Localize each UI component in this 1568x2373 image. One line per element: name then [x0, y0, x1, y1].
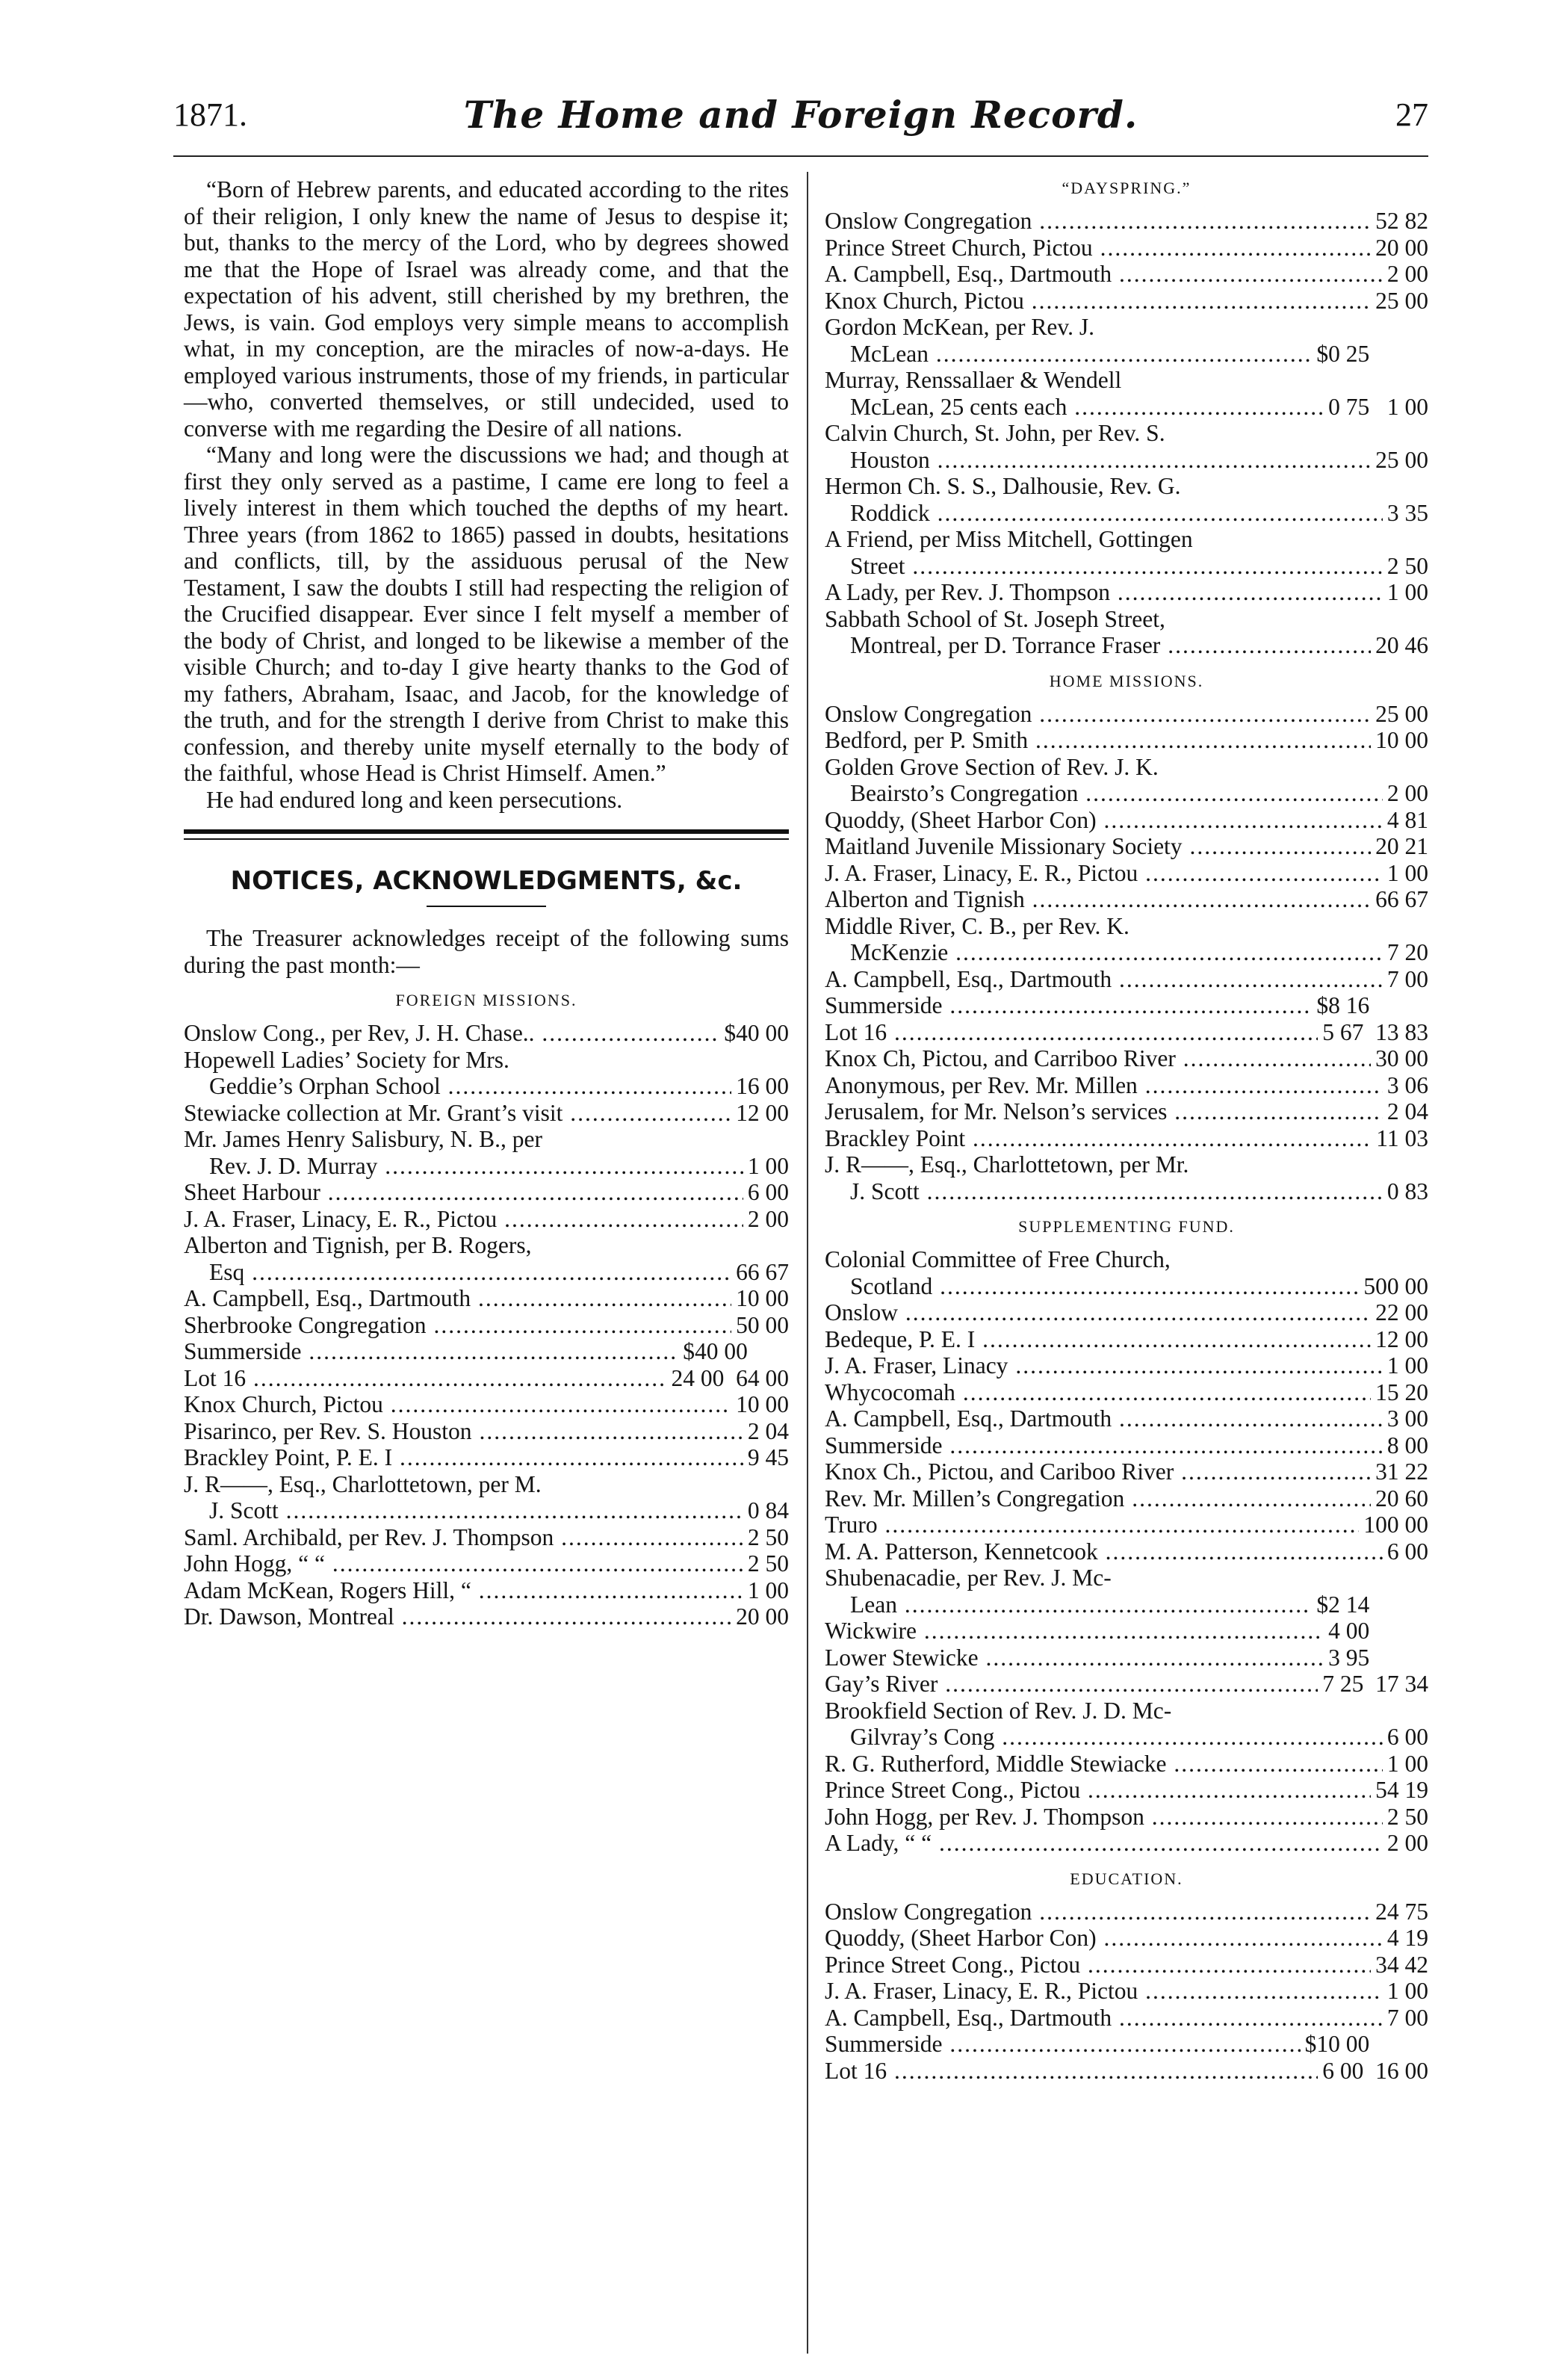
entry-amount: 10 00	[731, 1285, 789, 1312]
entry-amount: 1 00	[1383, 1352, 1428, 1379]
treasurer-intro: The Treasurer acknowledges receipt of the following sums during the past month:—	[184, 925, 789, 978]
entry-amount: 2 00	[1383, 261, 1428, 288]
ledger-entry	[825, 754, 1428, 781]
entry-text: Summerside .....	[825, 2031, 1428, 2057]
entry-amount: 2 00	[1383, 1830, 1428, 1857]
ledger-entry	[825, 579, 1428, 606]
entry-amount: 20 00	[731, 1603, 789, 1630]
paragraph: He had endured long and keen persecutions.	[206, 786, 623, 813]
entry-amount: 10 00	[1371, 727, 1428, 754]
entry-text: J. A. Fraser, Linacy, E. R., Pictou .....	[825, 1978, 1428, 2004]
entry-amount: 52 82	[1371, 208, 1428, 235]
entry-text: Houston .....	[825, 447, 1428, 473]
section-rule-thin	[184, 838, 789, 840]
ledger-entry	[184, 1471, 789, 1498]
ledger-entry	[825, 886, 1428, 913]
entry-text: Knox Ch., Pictou, and Cariboo River .....	[825, 1458, 1428, 1485]
ledger-entry	[825, 1978, 1428, 2005]
entry-amount: 1 00	[1383, 860, 1428, 887]
ledger-entry	[184, 1497, 789, 1524]
entry-amount: 2 04	[1383, 1098, 1428, 1125]
entry-amount: 16 00	[731, 1073, 789, 1100]
ledger-entry	[825, 1273, 1428, 1300]
ledger-entry	[184, 1418, 789, 1445]
entry-amount: 0 84	[743, 1497, 789, 1524]
entry-amount: 7 00	[1383, 966, 1428, 993]
entry-text: Bedford, per P. Smith .....	[825, 727, 1428, 753]
entry-text: A. Campbell, Esq., Dartmouth .....	[825, 2005, 1428, 2031]
ledger-entry	[825, 1724, 1428, 1751]
entry-text: Maitland Juvenile Missionary Society .....	[825, 833, 1428, 859]
ledger-entry	[825, 1125, 1428, 1152]
entry-amount: 22 00	[1371, 1299, 1428, 1326]
ledger-entry	[825, 1151, 1428, 1178]
ledger-entry	[825, 420, 1428, 447]
ledger-entry	[184, 1338, 789, 1365]
ledger-entry	[825, 1379, 1428, 1406]
ledger-entry	[825, 1804, 1428, 1831]
entry-text: Anonymous, per Rev. Mr. Millen .....	[825, 1072, 1428, 1098]
ledger-entry	[184, 1577, 789, 1604]
ledger-entry	[825, 447, 1428, 474]
page-header	[173, 93, 1428, 149]
entry-amount: 24 00 64 00	[667, 1365, 790, 1392]
ledger-entry	[184, 1126, 789, 1153]
entry-text: Lower Stewicke .....	[825, 1645, 1428, 1671]
ledger-entry	[184, 1444, 789, 1471]
entry-amount: 2 50	[1383, 1804, 1428, 1831]
ledger-entry	[825, 2058, 1428, 2085]
entry-text: Middle River, C. B., per Rev. K.	[825, 912, 1129, 939]
entry-text: A Lady, per Rev. J. Thompson .....	[825, 579, 1428, 605]
ledger-entry	[825, 939, 1428, 966]
entry-text: Pisarinco, per Rev. S. Houston .....	[184, 1418, 789, 1444]
entry-amount: 0 75 1 00	[1324, 394, 1428, 421]
ledger-entry	[184, 1550, 789, 1577]
entry-amount: 7 25 17 34	[1318, 1671, 1428, 1698]
entry-text: Lot 16 .....	[184, 1365, 789, 1391]
entry-text: A. Campbell, Esq., Dartmouth .....	[825, 1405, 1428, 1432]
entry-amount: 2 00	[743, 1206, 789, 1233]
ledger-entry	[825, 1830, 1428, 1857]
ledger-entry	[825, 966, 1428, 993]
ledger-entry	[184, 1100, 789, 1127]
entry-text: Hermon Ch. S. S., Dalhousie, Rev. G.	[825, 473, 1181, 499]
ledger-entry	[184, 1391, 789, 1418]
foreign-missions-list	[184, 1020, 789, 1630]
entry-text: McLean, 25 cents each .....	[825, 394, 1428, 420]
entry-amount: 30 00	[1371, 1045, 1428, 1072]
entry-text: Saml. Archibald, per Rev. J. Thompson .....	[184, 1524, 789, 1550]
page-number: 27	[1395, 96, 1428, 133]
notices-underline	[427, 906, 546, 907]
column-divider	[807, 172, 808, 2354]
entry-text: M. A. Patterson, Kennetcook .....	[825, 1538, 1428, 1565]
entry-amount: 12 00	[731, 1100, 789, 1127]
entry-amount: 0 83	[1383, 1178, 1428, 1205]
entry-amount: 6 00	[1383, 1724, 1428, 1751]
ledger-entry	[184, 1285, 789, 1312]
entry-text: Jerusalem, for Mr. Nelson’s services .....	[825, 1098, 1428, 1124]
entry-amount: 7 00	[1383, 2005, 1428, 2032]
entry-text: Colonial Committee of Free Church,	[825, 1246, 1171, 1272]
entry-text: Onslow Congregation .....	[825, 208, 1428, 234]
entry-text: J. A. Fraser, Linacy .....	[825, 1352, 1428, 1379]
entry-text: A Friend, per Miss Mitchell, Gottingen	[825, 526, 1193, 552]
entry-text: A. Campbell, Esq., Dartmouth .....	[184, 1285, 789, 1311]
entry-amount: 11 03	[1372, 1125, 1428, 1152]
notices-title: NOTICES, ACKNOWLEDGMENTS, &c.	[230, 866, 743, 896]
entry-amount: 2 04	[743, 1418, 789, 1445]
entry-text: Brackley Point .....	[825, 1125, 1428, 1151]
year: 1871.	[173, 96, 247, 133]
entry-text: Wickwire .....	[825, 1618, 1428, 1644]
entry-text: Truro .....	[825, 1512, 1428, 1538]
ledger-entry	[184, 1365, 789, 1392]
ledger-entry	[825, 500, 1428, 527]
entry-text: J. R——, Esq., Charlottetown, per M.	[184, 1470, 542, 1497]
entry-amount: 2 50	[743, 1550, 789, 1577]
entry-text: Lot 16 .....	[825, 1019, 1428, 1045]
entry-text: Hopewell Ladies’ Society for Mrs.	[184, 1046, 509, 1073]
entry-amount: 25 00	[1371, 288, 1428, 315]
entry-amount: 2 50	[743, 1524, 789, 1551]
entry-text: A. Campbell, Esq., Dartmouth .....	[825, 261, 1428, 287]
entry-text: John Hogg, “ “ .....	[184, 1550, 789, 1577]
entry-text: Knox Church, Pictou .....	[825, 288, 1428, 314]
paragraph: “Many and long were the discussions we had; and though at first they only served as a pastime, I came ere long to feel a lively interest in them which touched the depths of my heart. Three years (from 1862 to 1865) passed in doubts, hesitations and conflicts, till, by the assiduous perusal of the New Testament, I saw the doubts I still had respecting the religion of the Crucified disappear. Ever since I felt myself a member of the body of Christ, and longed to be likewise a member of the visible Church; and to-day I give hearty thanks to the God of my fathers, Abraham, Isaac, and Jacob, for the knowledge of the truth, and for the strength I derive from Christ to make this confession, and thereby unite myself eternally to the body of the faithful, whose Head is Christ Himself. Amen.”	[184, 442, 789, 786]
entry-text: Quoddy, (Sheet Harbor Con) .....	[825, 1925, 1428, 1951]
entry-amount: $40 00	[719, 1020, 789, 1047]
entry-amount: 25 00	[1371, 447, 1428, 474]
section-rule-heavy	[184, 829, 789, 834]
entry-amount: 12 00	[1371, 1326, 1428, 1353]
ledger-entry	[825, 526, 1428, 553]
entry-text: Quoddy, (Sheet Harbor Con) .....	[825, 807, 1428, 833]
entry-text: McLean .....	[825, 341, 1428, 367]
entry-text: Summerside .....	[825, 1432, 1428, 1458]
entry-amount: 66 67	[1371, 886, 1428, 913]
ledger-entry	[825, 314, 1428, 341]
entry-text: Prince Street Cong., Pictou .....	[825, 1777, 1428, 1803]
right-column	[825, 176, 1428, 2084]
entry-amount: 6 00 16 00	[1318, 2058, 1428, 2085]
ledger-entry	[825, 1538, 1428, 1565]
ledger-entry	[184, 1153, 789, 1180]
ledger-entry	[184, 1312, 789, 1339]
entry-text: Onslow Cong., per Rev, J. H. Chase.. .....	[184, 1020, 789, 1046]
ledger-entry	[825, 727, 1428, 754]
entry-amount: 31 22	[1371, 1458, 1428, 1485]
entry-text: Brookfield Section of Rev. J. D. Mc-	[825, 1697, 1172, 1724]
entry-amount: 3 06	[1383, 1072, 1428, 1099]
ledger-entry	[825, 913, 1428, 940]
entry-amount: 4 00	[1324, 1618, 1428, 1645]
section-heading: HOME MISSIONS.	[1049, 671, 1204, 690]
entry-text: John Hogg, per Rev. J. Thompson .....	[825, 1804, 1428, 1830]
ledger-entry	[184, 1232, 789, 1259]
ledger-entry	[825, 235, 1428, 262]
entry-text: Alberton and Tignish, per B. Rogers,	[184, 1232, 532, 1258]
entry-text: Stewiacke collection at Mr. Grant’s visit .....	[184, 1100, 789, 1126]
entry-amount: 7 20	[1383, 939, 1428, 966]
ledger-entry	[825, 860, 1428, 887]
ledger-entry	[825, 1591, 1428, 1618]
entry-text: Esq .....	[184, 1259, 789, 1285]
ledger-entry	[825, 473, 1428, 500]
ledger-entry	[184, 1259, 789, 1286]
ledger-entry	[825, 1698, 1428, 1724]
left-column	[184, 176, 789, 1630]
entry-text: Lean .....	[825, 1591, 1428, 1618]
entry-amount: $10 00	[1301, 2031, 1428, 2058]
ledger-entry	[184, 1524, 789, 1551]
ledger-entry	[825, 394, 1428, 421]
entry-amount: 500 00	[1359, 1273, 1428, 1300]
ledger-entry	[825, 1045, 1428, 1072]
entry-text: Bedeque, P. E. I .....	[825, 1326, 1428, 1352]
ledger-entry	[825, 1751, 1428, 1778]
entry-text: Sherbrooke Congregation .....	[184, 1312, 789, 1338]
entry-amount: 3 00	[1383, 1405, 1428, 1432]
section-heading-foreign-missions: FOREIGN MISSIONS.	[395, 991, 577, 1009]
entry-text: J. Scott .....	[825, 1178, 1428, 1204]
entry-text: Onslow Congregation .....	[825, 701, 1428, 727]
entry-text: Prince Street Cong., Pictou .....	[825, 1952, 1428, 1978]
entry-text: Brackley Point, P. E. I .....	[184, 1444, 789, 1470]
entry-amount: 6 00	[1383, 1538, 1428, 1565]
entry-text: Knox Church, Pictou .....	[184, 1391, 789, 1417]
ledger-entry	[825, 606, 1428, 633]
ledger-entry	[825, 1952, 1428, 1978]
entry-text: Beairsto’s Congregation .....	[825, 780, 1428, 806]
entry-amount: 15 20	[1371, 1379, 1428, 1406]
header-rule	[173, 155, 1428, 157]
ledger-entry	[825, 807, 1428, 834]
entry-amount: 1 00	[1383, 579, 1428, 606]
entry-text: Onslow Congregation .....	[825, 1899, 1428, 1925]
section-heading: “DAYSPRING.”	[1062, 179, 1192, 197]
entry-amount: 4 19	[1383, 1925, 1428, 1952]
entry-text: Murray, Renssallaer & Wendell	[825, 367, 1122, 393]
ledger-entry	[825, 1246, 1428, 1273]
ledger-entry	[825, 1326, 1428, 1353]
ledger-entry	[825, 1458, 1428, 1485]
entry-amount: 1 00	[743, 1153, 789, 1180]
ledger-entry	[825, 1512, 1428, 1538]
ledger-entry	[825, 367, 1428, 394]
entry-text: A. Campbell, Esq., Dartmouth .....	[825, 966, 1428, 992]
entry-amount: 1 00	[743, 1577, 789, 1604]
ledger-entry	[825, 1352, 1428, 1379]
paragraph: “Born of Hebrew parents, and educated according to the rites of their religion, I only knew the name of Jesus to despise it; but, thanks to the mercy of the Lord, who by degrees showed me that the Hope of Israel was already come, and that the expectation of his advent, still cherished by my brethren, the Jews, is vain. God employs very simple means to accomplish what, in my conception, are the miracles of now-a-days. He employed various instruments, those of my friends, in particular—who, converted themselves, or still undecided, used to converse with me regarding the Desire of all nations.	[184, 176, 789, 442]
journal-title: The Home and Foreign Record.	[463, 93, 1138, 137]
ledger-entry	[825, 632, 1428, 659]
entry-text: Alberton and Tignish .....	[825, 886, 1428, 912]
ledger-entry	[825, 1565, 1428, 1591]
entry-text: Golden Grove Section of Rev. J. K.	[825, 753, 1159, 780]
ledger-entry	[825, 553, 1428, 580]
ledger-entry	[184, 1020, 789, 1047]
entry-text: Summerside .....	[184, 1338, 789, 1364]
ledger-entry	[825, 1671, 1428, 1698]
entry-text: Gordon McKean, per Rev. J.	[825, 314, 1094, 340]
entry-text: Knox Ch, Pictou, and Carriboo River .....	[825, 1045, 1428, 1071]
entry-text: J. A. Fraser, Linacy, E. R., Pictou .....	[184, 1206, 789, 1232]
ledger-entry	[825, 1299, 1428, 1326]
ledger-entry	[825, 1485, 1428, 1512]
entry-text: McKenzie .....	[825, 939, 1428, 965]
entry-text: Scotland .....	[825, 1273, 1428, 1299]
entry-text: Adam McKean, Rogers Hill, “ .....	[184, 1577, 789, 1603]
entry-amount: 2 00	[1383, 780, 1428, 807]
entry-text: Summerside .....	[825, 992, 1428, 1018]
entry-amount: 20 60	[1371, 1485, 1428, 1512]
entry-amount: 10 00	[731, 1391, 789, 1418]
entry-amount: $8 16	[1312, 992, 1428, 1019]
entry-amount: 54 19	[1371, 1777, 1428, 1804]
ledger-entry	[825, 780, 1428, 807]
ledger-entry	[825, 701, 1428, 728]
entry-text: R. G. Rutherford, Middle Stewiacke .....	[825, 1751, 1428, 1777]
entry-text: Geddie’s Orphan School .....	[184, 1073, 789, 1099]
entry-amount: 5 67 13 83	[1318, 1019, 1428, 1046]
ledger-entry	[184, 1179, 789, 1206]
entry-text: Street .....	[825, 553, 1428, 579]
entry-text: Rev. Mr. Millen’s Congregation .....	[825, 1485, 1428, 1512]
ledger-entry	[825, 208, 1428, 235]
entry-amount: $40 00	[678, 1338, 789, 1365]
ledger-entry	[184, 1603, 789, 1630]
entry-amount: 25 00	[1371, 701, 1428, 728]
entry-amount: $2 14	[1312, 1591, 1428, 1618]
entry-text: Dr. Dawson, Montreal .....	[184, 1603, 789, 1630]
entry-text: Rev. J. D. Murray .....	[184, 1153, 789, 1179]
ledger-entry	[825, 1899, 1428, 1925]
ledger-entry	[825, 1618, 1428, 1645]
ledger-entry	[825, 992, 1428, 1019]
entry-amount: 2 50	[1383, 553, 1428, 580]
entry-text: Shubenacadie, per Rev. J. Mc-	[825, 1565, 1112, 1591]
entry-amount: 3 95	[1324, 1645, 1428, 1671]
entry-amount: 66 67	[731, 1259, 789, 1286]
ledger-entry	[184, 1073, 789, 1100]
entry-text: Lot 16 .....	[825, 2058, 1428, 2084]
ledger-entry	[825, 261, 1428, 288]
entry-text: Roddick .....	[825, 500, 1428, 526]
ledger-entry	[825, 2031, 1428, 2058]
entry-amount: 24 75	[1371, 1899, 1428, 1925]
entry-text: A Lady, “ “ .....	[825, 1830, 1428, 1856]
ledger-entry	[825, 1405, 1428, 1432]
section-heading: EDUCATION.	[1070, 1869, 1183, 1888]
entry-amount: 20 46	[1371, 632, 1428, 659]
entry-text: Whycocomah .....	[825, 1379, 1428, 1405]
entry-amount: 9 45	[743, 1444, 789, 1471]
entry-amount: 100 00	[1359, 1512, 1428, 1538]
entry-amount: 8 00	[1383, 1432, 1428, 1459]
entry-amount: 50 00	[731, 1312, 789, 1339]
entry-text: J. R——, Esq., Charlottetown, per Mr.	[825, 1151, 1189, 1178]
ledger-entry	[825, 288, 1428, 315]
entry-text: Sheet Harbour .....	[184, 1179, 789, 1205]
entry-text: J. A. Fraser, Linacy, E. R., Pictou .....	[825, 860, 1428, 886]
section-heading: SUPPLEMENTING FUND.	[1018, 1217, 1235, 1236]
entry-amount: 4 81	[1383, 807, 1428, 834]
entry-text: Calvin Church, St. John, per Rev. S.	[825, 420, 1165, 446]
entry-amount: 3 35	[1383, 500, 1428, 527]
ledger-entry	[825, 833, 1428, 860]
entry-text: Gay’s River .....	[825, 1671, 1428, 1697]
entry-amount: 1 00	[1383, 1751, 1428, 1778]
ledger-entry	[825, 1432, 1428, 1459]
ledger-entry	[825, 1178, 1428, 1205]
entry-amount: 20 21	[1371, 833, 1428, 860]
entry-text: Gilvray’s Cong .....	[825, 1724, 1428, 1750]
entry-amount: 1 00	[1383, 1978, 1428, 2005]
ledger-entry	[825, 1019, 1428, 1046]
entry-amount: 20 00	[1371, 235, 1428, 262]
entry-amount: 6 00	[743, 1179, 789, 1206]
ledger-entry	[184, 1206, 789, 1233]
ledger-entry	[184, 1047, 789, 1074]
entry-text: J. Scott .....	[184, 1497, 789, 1523]
ledger-entry	[825, 1925, 1428, 1952]
ledger-entry	[825, 1098, 1428, 1125]
ledger-entry	[825, 1072, 1428, 1099]
ledger-entry	[825, 1777, 1428, 1804]
entry-text: Onslow .....	[825, 1299, 1428, 1325]
entry-text: Mr. James Henry Salisbury, N. B., per	[184, 1126, 543, 1152]
entry-amount: 34 42	[1371, 1952, 1428, 1978]
ledger-entry	[825, 1645, 1428, 1671]
entry-text: Sabbath School of St. Joseph Street,	[825, 605, 1165, 632]
ledger-entry	[825, 341, 1428, 368]
entry-text: Montreal, per D. Torrance Fraser .....	[825, 632, 1428, 658]
entry-amount: $0 25	[1312, 341, 1428, 368]
entry-text: Prince Street Church, Pictou .....	[825, 235, 1428, 261]
ledger-entry	[825, 2005, 1428, 2032]
